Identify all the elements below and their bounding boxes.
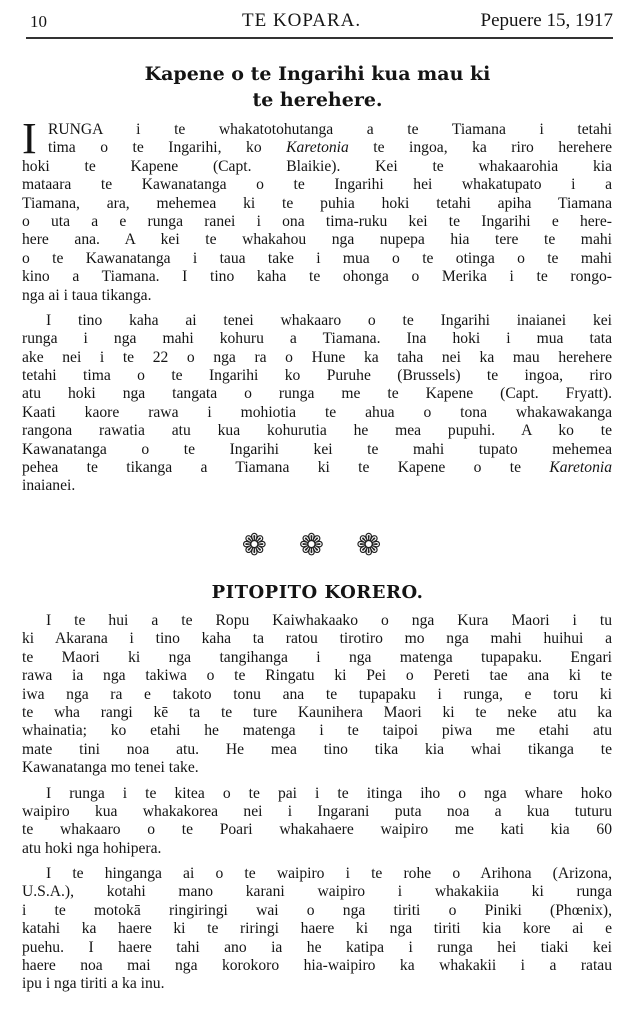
paragraph	[22, 312, 612, 496]
text-line: kino a Tiamana. I tino kaha te ohonga o Merika i te rongo-	[22, 268, 612, 286]
text-line: rangona rawatia atu kua kohurutia he mea pupuhi. A ko te	[22, 422, 612, 440]
flower-ornament-icon: ❁	[298, 529, 325, 562]
article-title	[22, 61, 613, 113]
text-line: inaianei.	[22, 477, 76, 495]
text-line: haere noa mai nga korokoro hia-waipiro ka whakakii i a ratau	[22, 957, 612, 975]
article-body	[22, 114, 612, 503]
ornament-row	[0, 528, 623, 563]
text-segment: pehea te tikanga a Tiamana ki te Kapene o te	[22, 459, 550, 477]
text-line: rawa ia nga takiwa o te Ringatu ki Pei o Pereti tae ana ki te	[22, 667, 612, 685]
text-line: hoki te Kapene (Capt. Blaikie). Kei te whakaarohia kia	[22, 157, 612, 175]
text-line: I te hinganga ai o te waipiro i te rohe o Arihona (Arizona,	[46, 865, 612, 883]
text-line: tetahi tima o te Ingarihi ko Puruhe (Brussels) te ingoa, riro	[22, 367, 612, 385]
text-line: mataara te Kawanatanga o te Ingarihi hei whakatupato i a	[22, 176, 612, 194]
text-line: I runga i te kitea o te pai i te itinga iho o nga whare hoko	[46, 784, 612, 802]
section-title: PITOPITO KORERO.	[211, 582, 424, 603]
text-line: i te motokā ringiringi wai o nga tiriti o Piniki (Phœnix),	[22, 901, 612, 919]
text-line: atu hoki nga hohipera.	[22, 839, 162, 857]
text-line: te whakaaro o te Poari whakahaere waipiro me kati kia 60	[22, 821, 612, 839]
news-body	[22, 612, 612, 1001]
text-line: Kaati kaore rawa i mohiotia te ahua o tona whakawakanga	[22, 403, 612, 421]
text-line: Kawanatanga o te Ingarihi kei te mahi tupato mehemea	[22, 440, 612, 458]
publication-title: TE KOPARA.	[242, 10, 362, 31]
text-line: katahi ka haere ki te riringi haere ki nga tiriti kia kore ai e	[22, 920, 612, 938]
text-segment: te ingoa, ka riro herehere	[348, 139, 612, 157]
text-line: puehu. I haere tahi ano ia he katipa i runga hei tiaki kei	[22, 938, 612, 956]
text-line: o te Kawanatanga i taua take i mua o te otinga o te mahi	[22, 249, 612, 267]
paragraph	[22, 612, 612, 778]
text-line: RUNGA i te whakatotohutanga a te Tiamana i tetahi	[48, 121, 612, 138]
text-line: atu hoki nga tangata o runga me te Kapene (Capt. Fryatt).	[22, 385, 612, 403]
text-line: o uta a e runga ranei i ona tima-ruku kei te Ingarihi e here-	[22, 212, 612, 230]
flower-ornament-icon: ❁	[241, 529, 267, 562]
text-line: I te hui a te Ropu Kaiwhakaako o nga Kura Maori i tu	[46, 612, 612, 629]
text-line: Kawanatanga mo tenei take.	[22, 759, 199, 777]
article-title-line: te herehere.	[252, 89, 383, 111]
text-line	[22, 459, 612, 477]
text-line: ake nei i te 22 o nga ra o Hune ka taha nei ka mau herehere	[22, 348, 612, 366]
text-line: waipiro kua whakakorea nei i Ingarani puta noa a kua tuturu	[22, 802, 612, 820]
text-line: runga i nga mahi kohuru a Tiamana. Ina hoki i mua tata	[22, 330, 612, 348]
issue-date: Pepuere 15, 1917	[480, 10, 613, 31]
italic-ship-name: Karetonia	[286, 139, 349, 157]
text-line: here ana. A kei te whakahou nga nupepa hia tere te mahi	[22, 231, 612, 249]
paragraph	[22, 114, 612, 305]
text-line: nga ai i taua tikanga.	[22, 286, 152, 304]
text-segment: tima o te Ingarihi, ko	[48, 139, 287, 157]
text-line	[22, 139, 612, 157]
page-header	[22, 10, 613, 36]
page-number: 10	[30, 12, 47, 31]
text-line: I tino kaha ai tenei whakaaro o te Ingarihi inaianei kei	[46, 311, 612, 329]
paragraph	[22, 865, 612, 994]
text-line: ki Akarana i tino kaha ta ratou tirotiro mo nga mahi huihui a	[22, 630, 612, 648]
text-line: Tiamana, ara, mehemea ki te puhia hoki tetahi apiha Tiamana	[22, 194, 612, 212]
italic-ship-name: Karetonia	[549, 459, 612, 477]
text-line: U.S.A.), kotahi mano karani waipiro i whakakiia ki runga	[22, 883, 612, 901]
header-rule	[26, 37, 613, 39]
text-line: te wha rangi kē ta te ture Kaunihera Maori ki te neke atu ka	[22, 703, 612, 721]
paragraph	[22, 785, 612, 859]
text-line: iwa nga ra e takoto tonu ana te tupapaku i runga, e toru ki	[22, 685, 612, 703]
text-line: te Maori ki nga tangihanga i nga matenga tupapaku. Engari	[22, 648, 612, 666]
drop-cap: I	[22, 114, 37, 163]
text-line: ipu i nga tiriti a ka inu.	[22, 975, 165, 993]
text-line: mate tini noa atu. He mea tino tika kia whai tikanga te	[22, 740, 612, 758]
flower-ornament-icon: ❁	[356, 529, 382, 562]
text-line: whainatia; ko etahi he matenga i te taipoi piwa me etahi atu	[22, 722, 612, 740]
article-title-line: Kapene o te Ingarihi kua mau ki	[144, 63, 491, 85]
